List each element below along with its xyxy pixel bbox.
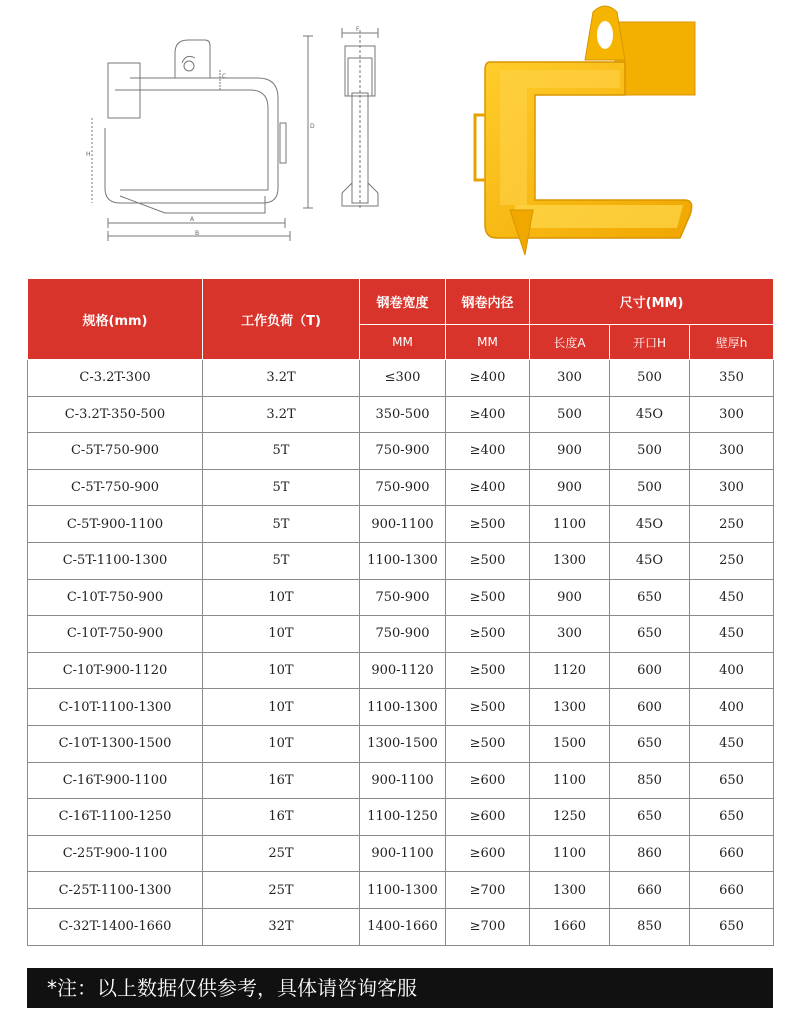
label-b: B bbox=[195, 230, 200, 237]
cell-thickness: 660 bbox=[690, 872, 774, 909]
cell-load: 10T bbox=[203, 652, 360, 689]
cell-coil-inner: ≥400 bbox=[446, 396, 530, 433]
cell-coil-width: 900-1100 bbox=[360, 762, 446, 799]
cell-opening: 600 bbox=[610, 689, 690, 726]
cell-opening: 850 bbox=[610, 762, 690, 799]
cell-length: 1300 bbox=[530, 542, 610, 579]
cell-thickness: 300 bbox=[690, 433, 774, 470]
cell-coil-inner: ≥500 bbox=[446, 652, 530, 689]
table-row bbox=[28, 469, 774, 506]
cell-thickness: 400 bbox=[690, 689, 774, 726]
cell-opening: 500 bbox=[610, 469, 690, 506]
cell-opening: 600 bbox=[610, 652, 690, 689]
product-photo bbox=[455, 0, 705, 265]
cell-coil-width: 900-1120 bbox=[360, 652, 446, 689]
cell-spec: C-16T-1100-1250 bbox=[28, 799, 203, 836]
header-spec: 规格(mm) bbox=[28, 279, 203, 360]
cell-coil-width: 350-500 bbox=[360, 396, 446, 433]
cell-opening: 660 bbox=[610, 872, 690, 909]
cell-thickness: 650 bbox=[690, 762, 774, 799]
cell-opening: 650 bbox=[610, 616, 690, 653]
header-coil-width: 钢卷宽度 bbox=[360, 279, 446, 325]
cell-thickness: 300 bbox=[690, 469, 774, 506]
cell-opening: 45O bbox=[610, 506, 690, 543]
cell-thickness: 250 bbox=[690, 506, 774, 543]
table-row bbox=[28, 725, 774, 762]
cell-load: 10T bbox=[203, 616, 360, 653]
cell-length: 900 bbox=[530, 433, 610, 470]
header-thickness: 壁厚h bbox=[690, 325, 774, 360]
cell-load: 10T bbox=[203, 725, 360, 762]
cell-length: 500 bbox=[530, 396, 610, 433]
cell-load: 5T bbox=[203, 433, 360, 470]
header-size: 尺寸(MM) bbox=[530, 279, 774, 325]
cell-length: 300 bbox=[530, 360, 610, 397]
cell-length: 1300 bbox=[530, 872, 610, 909]
cell-coil-width: 900-1100 bbox=[360, 835, 446, 872]
table-row bbox=[28, 799, 774, 836]
cell-load: 25T bbox=[203, 835, 360, 872]
cell-coil-inner: ≥700 bbox=[446, 908, 530, 945]
cell-spec: C-10T-1300-1500 bbox=[28, 725, 203, 762]
cell-coil-width: 1300-1500 bbox=[360, 725, 446, 762]
cell-opening: 45O bbox=[610, 396, 690, 433]
cell-coil-inner: ≥400 bbox=[446, 433, 530, 470]
cell-coil-width: 750-900 bbox=[360, 579, 446, 616]
label-f: F bbox=[356, 26, 360, 33]
cell-thickness: 300 bbox=[690, 396, 774, 433]
table-row bbox=[28, 616, 774, 653]
cell-spec: C-3.2T-300 bbox=[28, 360, 203, 397]
cell-length: 900 bbox=[530, 579, 610, 616]
cell-thickness: 450 bbox=[690, 725, 774, 762]
cell-coil-inner: ≥600 bbox=[446, 799, 530, 836]
header-coil-inner-unit: MM bbox=[446, 325, 530, 360]
cell-load: 10T bbox=[203, 579, 360, 616]
cell-load: 10T bbox=[203, 689, 360, 726]
cell-length: 1100 bbox=[530, 835, 610, 872]
cell-load: 25T bbox=[203, 872, 360, 909]
cell-spec: C-25T-1100-1300 bbox=[28, 872, 203, 909]
cell-coil-width: 750-900 bbox=[360, 433, 446, 470]
cell-coil-width: 750-900 bbox=[360, 616, 446, 653]
cell-coil-width: 1100-1300 bbox=[360, 542, 446, 579]
cell-length: 900 bbox=[530, 469, 610, 506]
cell-opening: 500 bbox=[610, 360, 690, 397]
header-length: 长度A bbox=[530, 325, 610, 360]
label-c: C bbox=[222, 73, 227, 80]
cell-load: 3.2T bbox=[203, 360, 360, 397]
cell-spec: C-16T-900-1100 bbox=[28, 762, 203, 799]
cell-length: 1250 bbox=[530, 799, 610, 836]
table-row bbox=[28, 360, 774, 397]
cell-spec: C-10T-900-1120 bbox=[28, 652, 203, 689]
cell-coil-width: 1400-1660 bbox=[360, 908, 446, 945]
cell-opening: 850 bbox=[610, 908, 690, 945]
cell-coil-inner: ≥400 bbox=[446, 469, 530, 506]
cell-thickness: 400 bbox=[690, 652, 774, 689]
table-row bbox=[28, 872, 774, 909]
cell-spec: C-25T-900-1100 bbox=[28, 835, 203, 872]
cell-coil-inner: ≥400 bbox=[446, 360, 530, 397]
label-h: H bbox=[86, 151, 91, 158]
table-row bbox=[28, 506, 774, 543]
cell-thickness: 350 bbox=[690, 360, 774, 397]
header-coil-width-unit: MM bbox=[360, 325, 446, 360]
cell-load: 16T bbox=[203, 799, 360, 836]
cell-opening: 500 bbox=[610, 433, 690, 470]
cell-thickness: 450 bbox=[690, 616, 774, 653]
cell-length: 1100 bbox=[530, 506, 610, 543]
cell-load: 5T bbox=[203, 506, 360, 543]
cell-spec: C-10T-750-900 bbox=[28, 616, 203, 653]
cell-spec: C-32T-1400-1660 bbox=[28, 908, 203, 945]
cell-thickness: 650 bbox=[690, 908, 774, 945]
cell-spec: C-3.2T-350-500 bbox=[28, 396, 203, 433]
cell-coil-inner: ≥700 bbox=[446, 872, 530, 909]
cell-coil-inner: ≥500 bbox=[446, 506, 530, 543]
cell-load: 5T bbox=[203, 542, 360, 579]
cell-load: 3.2T bbox=[203, 396, 360, 433]
cell-load: 32T bbox=[203, 908, 360, 945]
cell-opening: 650 bbox=[610, 799, 690, 836]
table-row bbox=[28, 542, 774, 579]
table-row bbox=[28, 396, 774, 433]
cell-thickness: 250 bbox=[690, 542, 774, 579]
table-row bbox=[28, 579, 774, 616]
cell-coil-width: 1100-1300 bbox=[360, 872, 446, 909]
footer-note: *注：以上数据仅供参考，具体请咨询客服 bbox=[27, 968, 773, 1008]
product-images bbox=[0, 0, 800, 270]
cell-coil-inner: ≥600 bbox=[446, 762, 530, 799]
label-a: A bbox=[190, 216, 195, 223]
cell-coil-inner: ≥500 bbox=[446, 579, 530, 616]
table-row bbox=[28, 908, 774, 945]
cell-length: 1300 bbox=[530, 689, 610, 726]
cell-spec: C-5T-750-900 bbox=[28, 433, 203, 470]
technical-drawing bbox=[80, 18, 410, 248]
cell-length: 300 bbox=[530, 616, 610, 653]
cell-coil-width: 1100-1250 bbox=[360, 799, 446, 836]
table-row bbox=[28, 835, 774, 872]
cell-coil-inner: ≥600 bbox=[446, 835, 530, 872]
cell-thickness: 450 bbox=[690, 579, 774, 616]
label-d: D bbox=[310, 123, 315, 130]
cell-opening: 650 bbox=[610, 579, 690, 616]
cell-opening: 860 bbox=[610, 835, 690, 872]
cell-spec: C-10T-1100-1300 bbox=[28, 689, 203, 726]
cell-coil-inner: ≥500 bbox=[446, 542, 530, 579]
cell-length: 1120 bbox=[530, 652, 610, 689]
cell-coil-width: 750-900 bbox=[360, 469, 446, 506]
table-row bbox=[28, 762, 774, 799]
cell-opening: 45O bbox=[610, 542, 690, 579]
table-row bbox=[28, 433, 774, 470]
cell-coil-width: 900-1100 bbox=[360, 506, 446, 543]
spec-table-body bbox=[28, 360, 774, 946]
cell-length: 1660 bbox=[530, 908, 610, 945]
header-opening: 开口H bbox=[610, 325, 690, 360]
cell-coil-inner: ≥500 bbox=[446, 616, 530, 653]
table-row bbox=[28, 689, 774, 726]
header-load: 工作负荷（T) bbox=[203, 279, 360, 360]
cell-spec: C-5T-750-900 bbox=[28, 469, 203, 506]
cell-spec: C-5T-900-1100 bbox=[28, 506, 203, 543]
cell-spec: C-5T-1100-1300 bbox=[28, 542, 203, 579]
table-row bbox=[28, 652, 774, 689]
cell-length: 1100 bbox=[530, 762, 610, 799]
cell-coil-inner: ≥500 bbox=[446, 689, 530, 726]
cell-coil-width: 1100-1300 bbox=[360, 689, 446, 726]
cell-coil-inner: ≥500 bbox=[446, 725, 530, 762]
cell-opening: 650 bbox=[610, 725, 690, 762]
cell-length: 1500 bbox=[530, 725, 610, 762]
header-coil-inner: 钢卷内径 bbox=[446, 279, 530, 325]
cell-spec: C-10T-750-900 bbox=[28, 579, 203, 616]
cell-coil-width: ≤300 bbox=[360, 360, 446, 397]
cell-thickness: 650 bbox=[690, 799, 774, 836]
cell-load: 16T bbox=[203, 762, 360, 799]
cell-load: 5T bbox=[203, 469, 360, 506]
spec-table bbox=[27, 278, 774, 946]
cell-thickness: 660 bbox=[690, 835, 774, 872]
